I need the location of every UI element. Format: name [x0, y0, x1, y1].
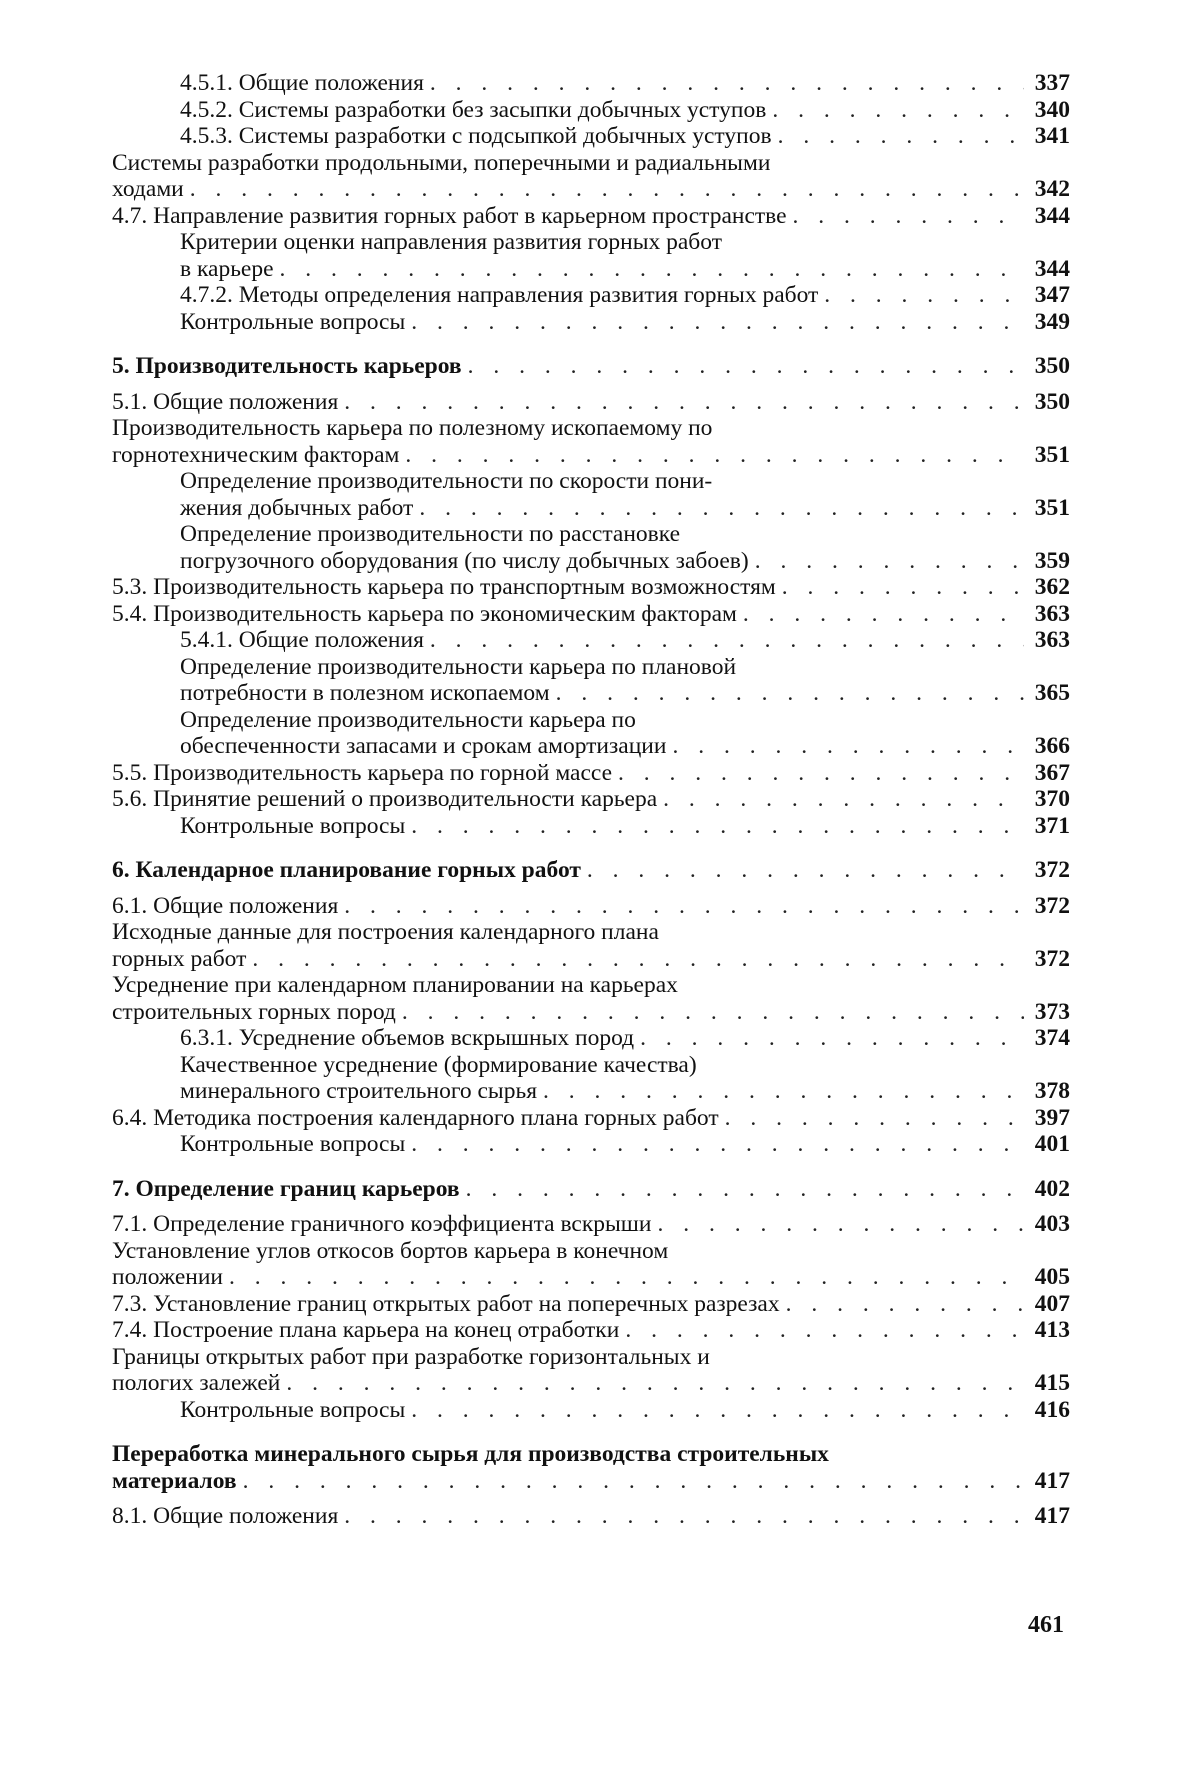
toc-chapter[interactable] — [112, 353, 1070, 380]
toc-entry[interactable] — [112, 1238, 1070, 1291]
toc-entry[interactable] — [112, 468, 1070, 521]
toc-entry[interactable] — [112, 229, 1070, 282]
dot-leader — [344, 893, 1024, 920]
toc-entry-title: 4.5.3. Системы разработки с подсыпкой добычных уступов — [180, 123, 772, 149]
page-number: 461 — [1028, 1612, 1064, 1638]
toc-page-number: 351 — [1034, 441, 1070, 468]
toc-page-number: 403 — [1034, 1211, 1070, 1237]
toc-page-number: 416 — [1034, 1396, 1070, 1423]
toc-entry-title: 4.7. Направление развития горных работ в карьерном пространстве — [112, 202, 787, 229]
toc-entry-title-continuation: обеспеченности запасами и срокам амортизации — [180, 733, 667, 759]
toc-entry-title-continuation: жения добычных работ — [180, 494, 414, 521]
section-spacer — [112, 1202, 1070, 1211]
toc-entry-title-continuation: погрузочного оборудования (по числу добычных забоев) — [180, 547, 749, 574]
dot-leader — [430, 70, 1024, 97]
dot-leader — [672, 733, 1024, 760]
toc-page-number: 342 — [1034, 176, 1070, 202]
toc-page-number: 351 — [1034, 494, 1070, 521]
toc-entry-title: 5.4.1. Общие положения — [180, 627, 424, 653]
toc-entry[interactable] — [112, 203, 1070, 230]
toc-entry-title: Границы открытых работ при разработке горизонтальных и — [112, 1343, 710, 1370]
toc-review-questions[interactable] — [112, 813, 1070, 840]
toc-entry-title: Определение производительности по скорости пони- — [180, 468, 713, 494]
toc-entry[interactable] — [112, 1344, 1070, 1397]
toc-entry-title: Переработка минерального сырья для производства строительных — [112, 1441, 829, 1467]
section-spacer — [112, 839, 1070, 857]
toc-entry[interactable] — [112, 919, 1070, 972]
section-spacer — [112, 1423, 1070, 1441]
dot-leader — [411, 309, 1024, 336]
dot-leader — [344, 1503, 1024, 1530]
section-spacer — [112, 1158, 1070, 1176]
toc-page-number: 341 — [1034, 123, 1070, 149]
toc-page-number: 415 — [1034, 1370, 1070, 1396]
toc-entry-title: Качественное усреднение (формирование качества) — [180, 1051, 697, 1078]
toc-entry-title: 7.4. Построение плана карьера на конец отработки — [112, 1317, 620, 1343]
toc-entry-title: Контрольные вопросы — [180, 812, 406, 839]
toc-chapter[interactable] — [112, 1441, 1070, 1494]
toc-entry-title: 7. Определение границ карьеров — [112, 1175, 460, 1202]
toc-page-number: 365 — [1034, 680, 1070, 706]
dot-leader — [411, 1131, 1024, 1158]
toc-entry-title: 5.5. Производительность карьера по горной массе — [112, 759, 613, 786]
dot-leader — [229, 1264, 1024, 1291]
toc-entry-title: 6.4. Методика построения календарного плана горных работ — [112, 1104, 719, 1131]
dot-leader — [405, 442, 1024, 469]
toc-entry[interactable] — [112, 70, 1070, 97]
toc-page-number: 378 — [1034, 1078, 1070, 1104]
toc-entry-title: 6. Календарное планирование горных работ — [112, 857, 581, 883]
toc-entry[interactable] — [112, 282, 1070, 309]
dot-leader — [466, 1176, 1024, 1203]
toc-entry-title: 4.5.2. Системы разработки без засыпки добычных уступов — [180, 96, 767, 123]
toc-page-number: 350 — [1034, 388, 1070, 415]
toc-entry[interactable] — [112, 1105, 1070, 1132]
toc-entry-title: 7.3. Установление границ открытых работ на поперечных разрезах — [112, 1290, 780, 1317]
toc-entry-title: Определение производительности карьера по — [180, 706, 636, 733]
table-of-contents — [112, 70, 1070, 1530]
toc-entry-title-continuation: материалов — [112, 1467, 237, 1494]
toc-entry[interactable] — [112, 893, 1070, 920]
dot-leader — [755, 548, 1024, 575]
toc-entry-title-continuation: горнотехническим факторам — [112, 441, 400, 468]
toc-entry-title-continuation: горных работ — [112, 945, 247, 972]
toc-entry[interactable] — [112, 415, 1070, 468]
toc-page-number: 344 — [1034, 255, 1070, 282]
toc-page-number: 337 — [1034, 70, 1070, 96]
toc-entry-title: Определение производительности карьера по плановой — [180, 653, 737, 680]
dot-leader — [419, 495, 1024, 522]
toc-review-questions[interactable] — [112, 309, 1070, 336]
toc-entry[interactable] — [112, 601, 1070, 628]
toc-entry[interactable] — [112, 389, 1070, 416]
toc-page-number: 413 — [1034, 1317, 1070, 1343]
dot-leader — [793, 203, 1024, 230]
toc-page-number: 359 — [1034, 547, 1070, 574]
toc-entry-title: Контрольные вопросы — [180, 1131, 406, 1157]
toc-entry[interactable] — [112, 707, 1070, 760]
dot-leader — [663, 786, 1024, 813]
dot-leader — [468, 353, 1024, 380]
toc-entry[interactable] — [112, 627, 1070, 654]
toc-entry[interactable] — [112, 1052, 1070, 1105]
toc-entry[interactable] — [112, 97, 1070, 124]
toc-entry[interactable] — [112, 1317, 1070, 1344]
toc-entry[interactable] — [112, 1291, 1070, 1318]
toc-entry-title: Исходные данные для построения календарного плана — [112, 919, 659, 945]
toc-entry-title: 6.1. Общие положения — [112, 892, 339, 919]
toc-page-number: 344 — [1034, 202, 1070, 229]
toc-page-number: 350 — [1034, 353, 1070, 379]
toc-chapter[interactable] — [112, 857, 1070, 884]
dot-leader — [252, 946, 1024, 973]
toc-page-number: 417 — [1034, 1467, 1070, 1494]
section-spacer — [112, 1494, 1070, 1503]
toc-chapter[interactable] — [112, 1176, 1070, 1203]
dot-leader — [190, 176, 1024, 203]
toc-page-number: 340 — [1034, 96, 1070, 123]
toc-entry[interactable] — [112, 760, 1070, 787]
toc-entry[interactable] — [112, 786, 1070, 813]
toc-entry-title: Контрольные вопросы — [180, 1396, 406, 1423]
toc-entry-title: 5.4. Производительность карьера по экономическим факторам — [112, 600, 737, 627]
toc-page-number: 372 — [1034, 857, 1070, 883]
toc-entry[interactable] — [112, 972, 1070, 1025]
toc-entry[interactable] — [112, 150, 1070, 203]
dot-leader — [625, 1317, 1024, 1344]
toc-entry-title: 5.6. Принятие решений о производительности карьера — [112, 786, 658, 812]
dot-leader — [618, 760, 1024, 787]
dot-leader — [824, 282, 1024, 309]
toc-page-number: 407 — [1034, 1290, 1070, 1317]
toc-page-number: 402 — [1034, 1175, 1070, 1202]
toc-entry-title: 8.1. Общие положения — [112, 1503, 339, 1529]
toc-entry-title-continuation: пологих залежей — [112, 1370, 281, 1396]
dot-leader — [286, 1370, 1024, 1397]
toc-page-number: 374 — [1034, 1025, 1070, 1051]
toc-entry-title: Системы разработки продольными, поперечными и радиальными — [112, 149, 771, 176]
toc-entry-title: 5.1. Общие положения — [112, 388, 339, 415]
toc-page-number: 401 — [1034, 1131, 1070, 1157]
toc-entry-title: 4.7.2. Методы определения направления развития горных работ — [180, 282, 819, 308]
toc-page-number: 363 — [1034, 627, 1070, 653]
dot-leader — [344, 389, 1024, 416]
toc-entry-title: Производительность карьера по полезному ископаемому по — [112, 415, 713, 441]
dot-leader — [786, 1291, 1024, 1318]
toc-page-number: 347 — [1034, 282, 1070, 308]
toc-entry-title: Установление углов откосов бортов карьера в конечном — [112, 1237, 669, 1264]
toc-page-number: 367 — [1034, 759, 1070, 786]
toc-page-number: 417 — [1034, 1503, 1070, 1529]
dot-leader — [243, 1468, 1024, 1495]
toc-entry[interactable] — [112, 123, 1070, 150]
toc-entry[interactable] — [112, 1211, 1070, 1238]
dot-leader — [411, 813, 1024, 840]
dot-leader — [772, 97, 1024, 124]
toc-entry-title-continuation: потребности в полезном ископаемом — [180, 680, 550, 706]
toc-review-questions[interactable] — [112, 1131, 1070, 1158]
toc-entry-title-continuation: минерального строительного сырья — [180, 1078, 537, 1104]
toc-page-number: 363 — [1034, 600, 1070, 627]
toc-page-number: 370 — [1034, 786, 1070, 812]
dot-leader — [402, 999, 1024, 1026]
toc-entry-title: Определение производительности по расстановке — [180, 521, 681, 547]
toc-page-number: 372 — [1034, 892, 1070, 919]
toc-page-number: 405 — [1034, 1264, 1070, 1290]
toc-entry[interactable] — [112, 1503, 1070, 1530]
dot-leader — [778, 123, 1024, 150]
toc-page-number: 373 — [1034, 998, 1070, 1025]
dot-leader — [640, 1025, 1024, 1052]
dot-leader — [743, 601, 1024, 628]
toc-entry-title: 4.5.1. Общие положения — [180, 70, 424, 96]
dot-leader — [657, 1211, 1024, 1238]
toc-entry-title: Контрольные вопросы — [180, 308, 406, 335]
toc-entry[interactable] — [112, 521, 1070, 574]
toc-entry-title: Критерии оценки направления развития горных работ — [180, 229, 722, 255]
toc-entry-title-continuation: строительных горных пород — [112, 998, 396, 1025]
dot-leader — [280, 256, 1024, 283]
toc-page-number: 372 — [1034, 945, 1070, 972]
toc-entry[interactable] — [112, 574, 1070, 601]
toc-page-number: 362 — [1034, 574, 1070, 600]
toc-page-number: 397 — [1034, 1104, 1070, 1131]
toc-entry-title: Усреднение при календарном планировании на карьерах — [112, 972, 678, 998]
dot-leader — [543, 1078, 1024, 1105]
toc-page-number: 349 — [1034, 308, 1070, 335]
toc-page-number: 366 — [1034, 733, 1070, 759]
dot-leader — [782, 574, 1024, 601]
toc-review-questions[interactable] — [112, 1397, 1070, 1424]
dot-leader — [556, 680, 1024, 707]
toc-entry-title: 6.3.1. Усреднение объемов вскрышных пород — [180, 1025, 635, 1051]
toc-entry-title-continuation: ходами — [112, 176, 184, 202]
toc-entry-title: 7.1. Определение граничного коэффициента вскрыши — [112, 1211, 652, 1237]
toc-entry-title: 5.3. Производительность карьера по транспортным возможностям — [112, 574, 776, 600]
toc-page-number: 371 — [1034, 812, 1070, 839]
toc-entry-title-continuation: положении — [112, 1264, 223, 1290]
toc-entry-title-continuation: в карьере — [180, 255, 274, 282]
section-spacer — [112, 335, 1070, 353]
dot-leader — [587, 857, 1024, 884]
dot-leader — [430, 627, 1024, 654]
dot-leader — [725, 1105, 1024, 1132]
section-spacer — [112, 380, 1070, 389]
toc-entry[interactable] — [112, 654, 1070, 707]
section-spacer — [112, 884, 1070, 893]
toc-entry-title: 5. Производительность карьеров — [112, 353, 462, 379]
dot-leader — [411, 1397, 1024, 1424]
toc-entry[interactable] — [112, 1025, 1070, 1052]
